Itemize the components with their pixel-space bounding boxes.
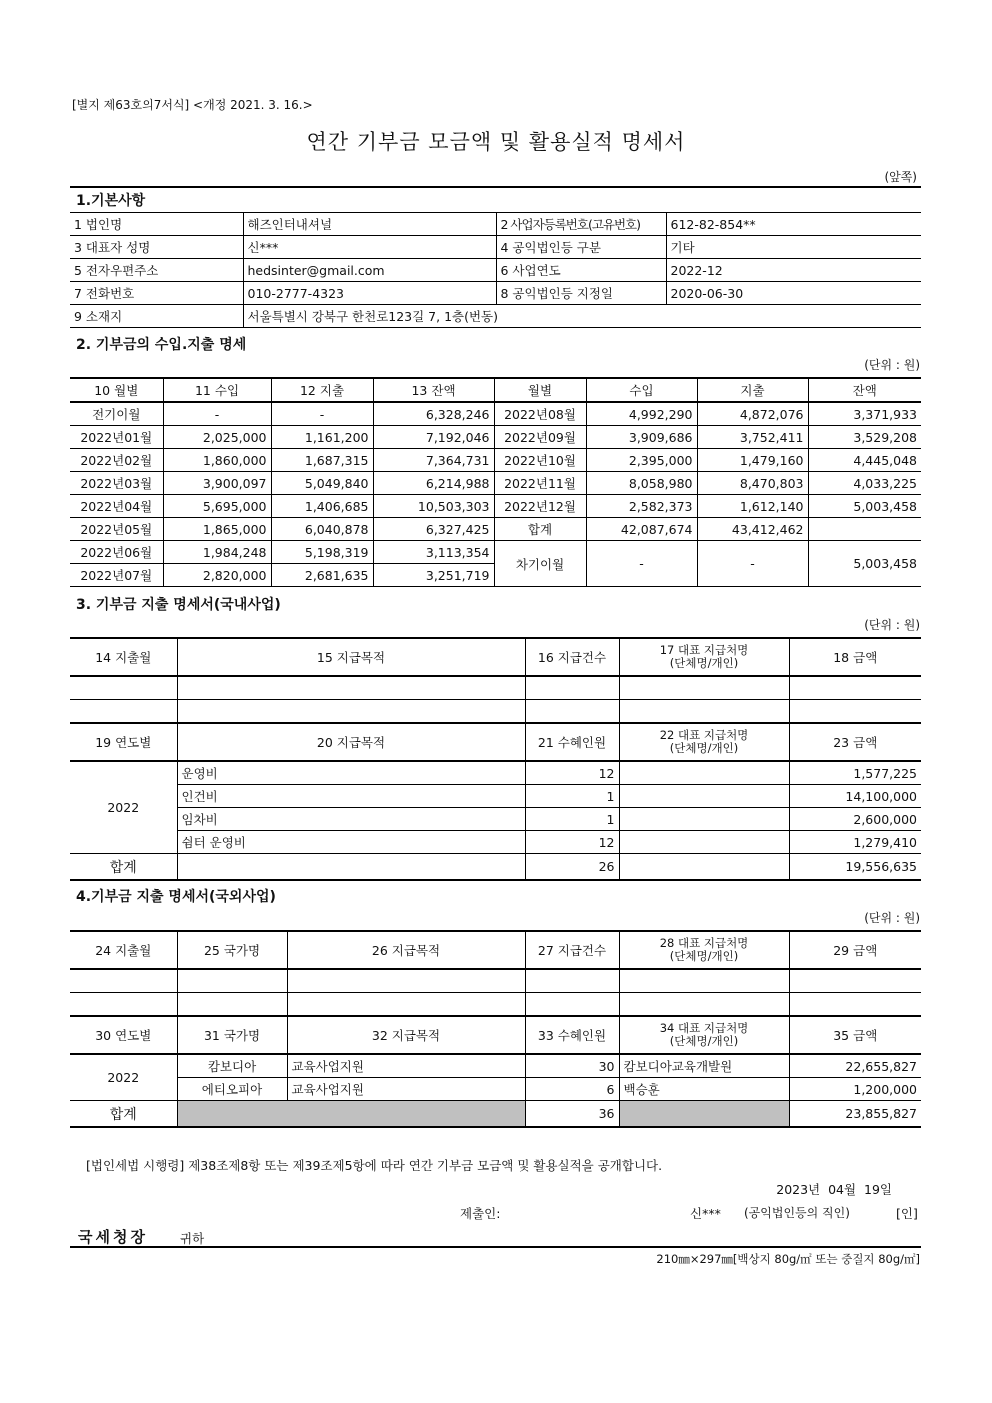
col-header: 월별: [494, 378, 586, 402]
recipient-cell: [619, 785, 789, 808]
amount-cell: 14,100,000: [789, 785, 921, 808]
col-header: [619, 931, 789, 969]
balance-cell: [808, 518, 921, 541]
basic-info-label: 1 법인명: [70, 213, 243, 236]
col-header: 30 연도별: [95, 1028, 152, 1043]
carry-over-expense: -: [697, 541, 808, 587]
balance-cell: 5,003,458: [808, 495, 921, 518]
income-expense-header: [70, 378, 921, 402]
total-purpose: [177, 854, 525, 881]
count-cell: 12: [525, 761, 619, 785]
col-header-line: (단체명/개인): [669, 656, 739, 670]
balance-cell: 3,251,719: [373, 564, 494, 587]
purpose-cell: 인건비: [177, 785, 525, 808]
purpose-cell: 운영비: [177, 761, 525, 785]
col-header: 31 국가명: [177, 1016, 287, 1054]
basic-info-row: [70, 259, 921, 282]
basic-info-value: 신***: [243, 236, 496, 259]
recipient-cell: 백승훈: [619, 1078, 789, 1101]
balance-cell: 6,327,425: [373, 518, 494, 541]
carry-over-label: 차기이월: [494, 541, 586, 587]
table-row: [70, 761, 921, 785]
month-cell: 2022년05월: [80, 522, 153, 537]
col-header: [619, 1016, 789, 1054]
carry-over-balance: 5,003,458: [808, 541, 921, 587]
table-row: [70, 1078, 921, 1101]
col-header: [619, 723, 789, 761]
income-cell: 8,058,980: [586, 472, 697, 495]
expense-cell: 5,198,319: [271, 541, 373, 564]
expense-cell: 3,752,411: [697, 426, 808, 449]
basic-info-value: 2022-12: [666, 259, 921, 282]
expense-cell: 1,612,140: [697, 495, 808, 518]
section1-title: 1.기본사항: [76, 193, 146, 209]
col-header: 19 연도별: [95, 735, 152, 750]
expense-cell: 1,687,315: [271, 449, 373, 472]
month-cell: 2022년08월: [494, 402, 586, 426]
table-row: [70, 785, 921, 808]
table-row: [70, 402, 921, 426]
overseas-header-b: [70, 1016, 921, 1054]
total-shaded-cell: [177, 1101, 525, 1128]
submission-date: 2023년 04월 19일: [776, 1182, 892, 1197]
count-cell: 1: [525, 808, 619, 831]
section2-title: 2. 기부금의 수입.지출 명세: [76, 337, 247, 353]
col-header: 26 지급목적: [287, 931, 525, 969]
domestic-header-a: [70, 638, 921, 676]
count-cell: 12: [525, 831, 619, 854]
income-expense-table: [70, 377, 921, 587]
seal-mark: [인]: [896, 1206, 918, 1221]
col-header: 18 금액: [789, 638, 921, 676]
recipient-cell: 캄보디아교육개발원: [619, 1054, 789, 1078]
col-header: 13 잔액: [373, 378, 494, 402]
basic-info-row: [70, 213, 921, 236]
basic-info-value: 2020-06-30: [666, 282, 921, 305]
col-header-line: 28 대표 지급처명: [659, 936, 749, 950]
purpose-cell: 임차비: [177, 808, 525, 831]
address-label: 9 소재지: [70, 305, 243, 328]
total-count: 36: [525, 1101, 619, 1128]
document-title: 연간 기부금 모금액 및 활용실적 명세서: [306, 130, 686, 154]
income-cell: 2,395,000: [586, 449, 697, 472]
expense-cell: 2,681,635: [271, 564, 373, 587]
balance-cell: 7,364,731: [373, 449, 494, 472]
col-header: 10 월별: [94, 383, 139, 398]
income-cell: 2,820,000: [163, 564, 271, 587]
balance-cell: 3,529,208: [808, 426, 921, 449]
basic-info-row: [70, 236, 921, 259]
col-header-line: (단체명/개인): [669, 949, 739, 963]
total-recipient: [619, 854, 789, 881]
col-header-line: (단체명/개인): [669, 741, 739, 755]
col-header-line: 22 대표 지급처명: [659, 728, 749, 742]
col-header-line: 34 대표 지급처명: [659, 1021, 749, 1035]
income-cell: 2,582,373: [586, 495, 697, 518]
page-side: (앞쪽): [884, 170, 917, 184]
table-row: [70, 449, 921, 472]
domestic-expense-table: [70, 637, 921, 881]
purpose-cell: 교육사업지원: [287, 1078, 525, 1101]
year-cell: 2022: [107, 1070, 140, 1085]
count-cell: 30: [525, 1054, 619, 1078]
form-number: [별지 제63호의7서식] <개정 2021. 3. 16.>: [72, 98, 313, 112]
total-shaded-cell: [619, 1101, 789, 1128]
table-row: [70, 969, 921, 993]
income-cell: 2,025,000: [163, 426, 271, 449]
basic-info-label: 8 공익법인등 지정일: [496, 282, 666, 305]
total-count: 26: [525, 854, 619, 881]
month-cell: 전기이월: [92, 407, 141, 422]
col-header: 25 국가명: [177, 931, 287, 969]
amount-cell: 22,655,827: [789, 1054, 921, 1078]
col-header: 14 지출월: [95, 650, 152, 665]
amount-cell: 2,600,000: [789, 808, 921, 831]
table-row: [70, 808, 921, 831]
total-row: [70, 1101, 921, 1128]
expense-cell: -: [271, 402, 373, 426]
income-cell: 1,860,000: [163, 449, 271, 472]
expense-total: 43,412,462: [697, 518, 808, 541]
col-header: 12 지출: [271, 378, 373, 402]
col-header: 수입: [586, 378, 697, 402]
total-label: 합계: [494, 518, 586, 541]
month-cell: 2022년11월: [494, 472, 586, 495]
month-cell: 2022년06월: [80, 545, 153, 560]
month-cell: 2022년07월: [80, 568, 153, 583]
purpose-cell: 교육사업지원: [287, 1054, 525, 1078]
paper-spec: 210㎜×297㎜[백상지 80g/㎡ 또는 중질지 80g/㎡]: [656, 1252, 920, 1266]
col-header: 20 지급목적: [177, 723, 525, 761]
expense-cell: 1,406,685: [271, 495, 373, 518]
basic-info-label: 3 대표자 성명: [70, 236, 243, 259]
col-header: 21 수혜인원: [525, 723, 619, 761]
month-cell: 2022년01월: [80, 430, 153, 445]
basic-info-table: [70, 212, 921, 328]
recipient-cell: [619, 831, 789, 854]
col-header: 16 지급건수: [525, 638, 619, 676]
income-cell: 1,865,000: [163, 518, 271, 541]
basic-info-row: [70, 305, 921, 328]
balance-cell: 6,328,246: [373, 402, 494, 426]
income-cell: -: [163, 402, 271, 426]
section4-unit: (단위 : 원): [864, 911, 920, 925]
balance-cell: 4,445,048: [808, 449, 921, 472]
col-header: 27 지급건수: [525, 931, 619, 969]
total-amount: 19,556,635: [789, 854, 921, 881]
table-row: [70, 1054, 921, 1078]
expense-cell: 4,872,076: [697, 402, 808, 426]
total-label: 합계: [109, 859, 137, 876]
basic-info-label: 4 공익법인등 구분: [496, 236, 666, 259]
amount-cell: 1,577,225: [789, 761, 921, 785]
recipient-name: 국세청장: [78, 1228, 148, 1246]
basic-info-label: 5 전자우편주소: [70, 259, 243, 282]
expense-cell: 8,470,803: [697, 472, 808, 495]
basic-info-value: hedsinter@gmail.com: [243, 259, 496, 282]
section1-top-rule: [70, 186, 921, 188]
basic-info-value: 612-82-854**: [666, 213, 921, 236]
carry-over-income: -: [586, 541, 697, 587]
month-cell: 2022년12월: [494, 495, 586, 518]
col-header: 15 지급목적: [177, 638, 525, 676]
amount-cell: 1,279,410: [789, 831, 921, 854]
submitter-role: (공익법인등의 직인): [744, 1206, 850, 1220]
balance-cell: 7,192,046: [373, 426, 494, 449]
recipient-cell: [619, 808, 789, 831]
basic-info-label: 7 전화번호: [70, 282, 243, 305]
domestic-header-b: [70, 723, 921, 761]
expense-cell: 5,049,840: [271, 472, 373, 495]
month-cell: 2022년09월: [494, 426, 586, 449]
income-cell: 3,900,097: [163, 472, 271, 495]
balance-cell: 3,371,933: [808, 402, 921, 426]
country-cell: 캄보디아: [177, 1054, 287, 1078]
col-header: 잔액: [808, 378, 921, 402]
legal-statement: [법인세법 시행령] 제38조제8항 또는 제39조제5항에 따라 연간 기부금 모금액 및 활용실적을 공개합니다.: [86, 1158, 663, 1173]
month-cell: 2022년04월: [80, 499, 153, 514]
expense-cell: 1,161,200: [271, 426, 373, 449]
total-row: [70, 854, 921, 881]
col-header: 23 금액: [789, 723, 921, 761]
col-header: 지출: [697, 378, 808, 402]
amount-cell: 1,200,000: [789, 1078, 921, 1101]
col-header: 24 지출월: [95, 943, 152, 958]
section3-title: 3. 기부금 지출 명세서(국내사업): [76, 597, 281, 613]
income-cell: 3,909,686: [586, 426, 697, 449]
section2-unit: (단위 : 원): [864, 358, 920, 372]
count-cell: 1: [525, 785, 619, 808]
table-row: [70, 831, 921, 854]
footer-rule: [70, 1246, 921, 1248]
balance-cell: 4,033,225: [808, 472, 921, 495]
income-cell: 1,984,248: [163, 541, 271, 564]
recipient-suffix: 귀하: [180, 1231, 205, 1246]
submitter-name: 신***: [690, 1206, 721, 1221]
balance-cell: 3,113,354: [373, 541, 494, 564]
col-header: 35 금액: [789, 1016, 921, 1054]
col-header: 11 수입: [163, 378, 271, 402]
expense-cell: 6,040,878: [271, 518, 373, 541]
basic-info-label: 2 사업자등록번호(고유번호): [496, 213, 666, 236]
col-header: 32 지급목적: [287, 1016, 525, 1054]
table-row: [70, 472, 921, 495]
country-cell: 에티오피아: [177, 1078, 287, 1101]
income-cell: 5,695,000: [163, 495, 271, 518]
table-row: [70, 426, 921, 449]
expense-cell: 1,479,160: [697, 449, 808, 472]
basic-info-value: 해즈인터내셔널: [243, 213, 496, 236]
overseas-expense-table: [70, 930, 921, 1128]
table-row: [70, 541, 921, 564]
table-row: [70, 676, 921, 700]
overseas-header-a: [70, 931, 921, 969]
section3-unit: (단위 : 원): [864, 618, 920, 632]
basic-info-value: 010-2777-4323: [243, 282, 496, 305]
count-cell: 6: [525, 1078, 619, 1101]
purpose-cell: 쉼터 운영비: [177, 831, 525, 854]
table-row: [70, 495, 921, 518]
col-header: 33 수혜인원: [525, 1016, 619, 1054]
col-header: [619, 638, 789, 676]
col-header-line: (단체명/개인): [669, 1034, 739, 1048]
income-cell: 4,992,290: [586, 402, 697, 426]
year-cell: 2022: [107, 800, 140, 815]
month-cell: 2022년10월: [494, 449, 586, 472]
balance-cell: 10,503,303: [373, 495, 494, 518]
recipient-cell: [619, 761, 789, 785]
basic-info-row: [70, 282, 921, 305]
total-label: 합계: [109, 1106, 137, 1123]
table-row: [70, 993, 921, 1017]
col-header-line: 17 대표 지급처명: [659, 643, 749, 657]
month-cell: 2022년03월: [80, 476, 153, 491]
address-value: 서울특별시 강북구 한천로123길 7, 1층(번동): [243, 305, 921, 328]
income-total: 42,087,674: [586, 518, 697, 541]
table-row: [70, 518, 921, 541]
table-row: [70, 700, 921, 724]
section4-title: 4.기부금 지출 명세서(국외사업): [76, 889, 276, 905]
basic-info-label: 6 사업연도: [496, 259, 666, 282]
total-amount: 23,855,827: [789, 1101, 921, 1128]
balance-cell: 6,214,988: [373, 472, 494, 495]
month-cell: 2022년02월: [80, 453, 153, 468]
col-header: 29 금액: [789, 931, 921, 969]
submitter-label: 제출인:: [460, 1206, 501, 1221]
basic-info-value: 기타: [666, 236, 921, 259]
